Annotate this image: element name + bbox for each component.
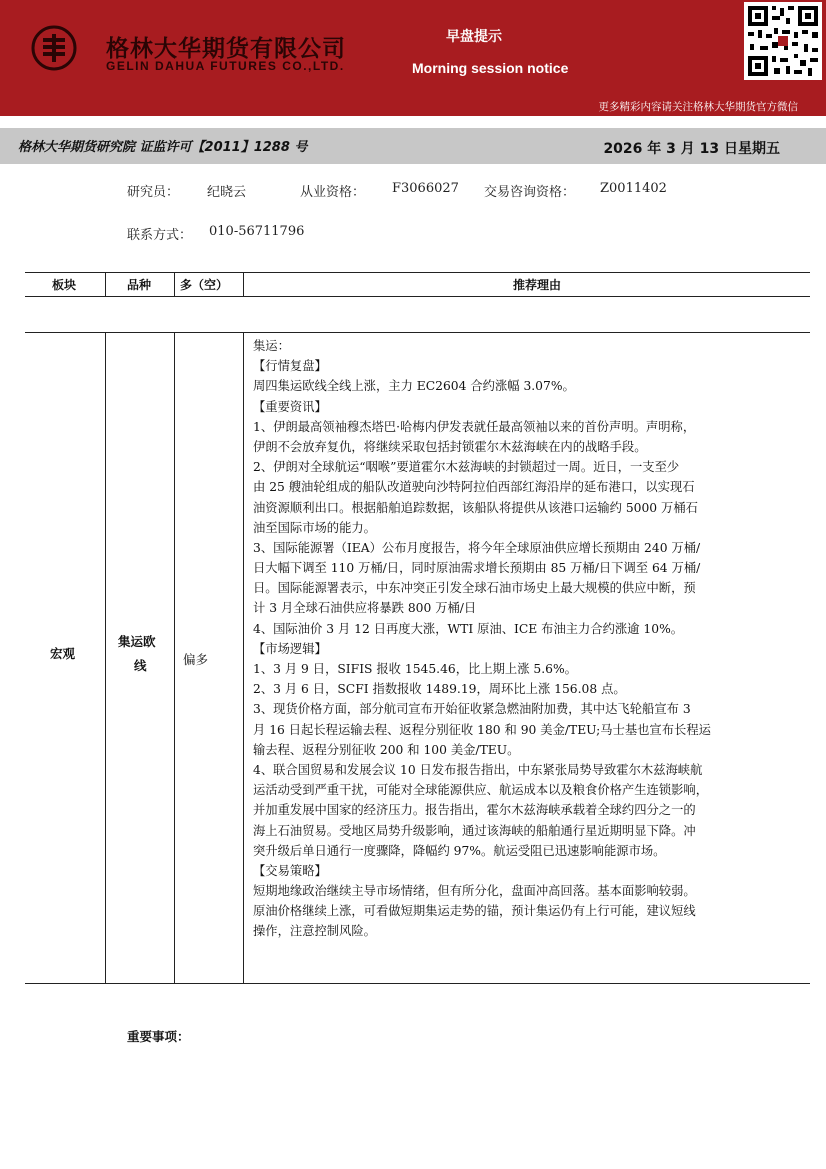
reason-line: 并加重发展中国家的经济压力。报告指出，霍尔木兹海峡承载着全球约四分之一的	[253, 803, 696, 818]
company-name-cn: 格林大华期货有限公司	[106, 36, 346, 62]
table-header-rule	[25, 296, 810, 297]
report-date: 2026 年 3 月 13 日星期五	[603, 141, 780, 157]
reason-line: 4、国际油价 3 月 12 日再度大涨，WTI 原油、ICE 布油主力合约涨逾 10%。	[253, 621, 684, 636]
row-sector: 宏观	[50, 646, 76, 661]
row-variety-line1: 集运欧	[118, 634, 156, 649]
reason-line: 【重要资讯】	[253, 399, 327, 414]
header-banner	[0, 0, 826, 116]
reason-line: 日。国际能源署表示，中东冲突正引发全球石油市场史上最大规模的供应中断，预	[253, 581, 696, 596]
reason-line: 计 3 月全球石油供应将暴跌 800 万桶/日	[253, 601, 477, 616]
body-divider-1	[105, 332, 106, 983]
reason-line: 【交易策略】	[253, 863, 327, 878]
researcher-name: 纪晓云	[207, 185, 247, 200]
important-notes-label: 重要事项：	[127, 1029, 190, 1044]
report-title-en: Morning session notice	[412, 60, 569, 76]
reason-line: 油资源顺利出口。根据船舶追踪数据，该船队将提供从该港口运输约 5000 万桶石	[253, 500, 698, 515]
reason-line: 集运：	[253, 339, 290, 353]
trade-consult-label: 交易咨询资格：	[484, 185, 576, 200]
reason-line: 月 16 日起长程运输去程、返程分别征收 180 和 90 美金/TEU;马士基也宣布长程运	[253, 722, 711, 737]
reason-line: 2、3 月 6 日，SCFI 指数报收 1489.19，周环比上涨 156.08 点。	[253, 682, 626, 697]
header-direction: 多（空）	[180, 278, 229, 292]
table-body-top-rule	[25, 332, 810, 333]
reason-line: 2、伊朗对全球航运“咽喉”要道霍尔木兹海峡的封锁超过一周。近日，一支至少	[253, 460, 680, 475]
reason-line: 【市场逻辑】	[253, 641, 327, 656]
reason-line: 日大幅下调至 110 万桶/日，同时原油需求增长预期由 85 万桶/日下调至 64 万桶/	[253, 561, 701, 576]
company-name-en: GELIN DAHUA FUTURES CO.,LTD.	[106, 59, 345, 73]
trade-consult-number: Z0011402	[600, 181, 667, 196]
contact-number: 010-56711796	[209, 224, 305, 239]
reason-line: 操作，注意控制风险。	[253, 924, 376, 939]
qualification-number: F3066027	[392, 181, 459, 196]
reason-line: 周四集运欧线全线上涨，主力 EC2604 合约涨幅 3.07%。	[253, 379, 575, 394]
row-direction: 偏多	[183, 652, 209, 667]
contact-label: 联系方式：	[127, 228, 193, 243]
table-bottom-rule	[25, 983, 810, 984]
header-divider-3	[243, 272, 244, 296]
header-reason: 推荐理由	[513, 278, 562, 292]
row-variety-line2: 线	[134, 658, 147, 673]
body-divider-2	[174, 332, 175, 983]
report-title-cn: 早盘提示	[446, 29, 502, 45]
reason-line: 原油价格继续上涨，可看做短期集运走势的锚，预计集运仍有上行可能，建议短线	[253, 904, 696, 919]
reason-line: 3、现货价格方面，部分航司宣布开始征收紧急燃油附加费，其中达飞轮船宣布 3	[253, 702, 691, 717]
reason-line: 伊朗不会放弃复仇，将继续采取包括封锁霍尔木兹海峡在内的战略手段。	[253, 439, 647, 454]
header-variety: 品种	[127, 278, 152, 292]
qr-code-icon[interactable]	[744, 2, 822, 80]
reason-line: 运活动受到严重干扰，可能对全球能源供应、航运成本以及粮食价格产生连锁影响，	[253, 783, 708, 798]
reason-line: 3、国际能源署（IEA）公布月度报告，将今年全球原油供应增长预期由 240 万桶/	[253, 540, 701, 555]
reason-line: 【行情复盘】	[253, 359, 327, 374]
header-divider-2	[174, 272, 175, 296]
reason-line: 由 25 艘油轮组成的船队改道驶向沙特阿拉伯西部红海沿岸的延布港口，以实现石	[253, 480, 695, 495]
reason-line: 1、伊朗最高领袖穆杰塔巴·哈梅内伊发表就任最高领袖以来的首份声明。声明称，	[253, 419, 696, 434]
qualification-label: 从业资格：	[300, 185, 366, 200]
company-logo-icon	[30, 24, 78, 72]
reason-line: 海上石油贸易。受地区局势升级影响，通过该海峡的船舶通行星近期明显下降。冲	[253, 823, 696, 838]
recommendation-reason	[253, 336, 808, 942]
reason-line: 油至国际市场的能力。	[253, 520, 376, 535]
researcher-label: 研究员：	[127, 185, 180, 200]
reason-line: 4、联合国贸易和发展会议 10 日发布报告指出，中东紧张局势导致霍尔木兹海峡航	[253, 762, 703, 777]
header-divider-1	[105, 272, 106, 296]
reason-line: 1、3 月 9 日，SIFIS 报收 1545.46，比上期上涨 5.6%。	[253, 662, 577, 676]
reason-line: 输去程、返程分别征收 200 和 100 美金/TEU。	[253, 742, 520, 757]
reason-line: 短期地缘政治继续主导市场情绪，但有所分化，盘面冲高回落。基本面影响较弱。	[253, 884, 696, 899]
reason-line: 突升级后单日通行一度骤降，降幅约 97%。航运受阻已迅速影响能源市场。	[253, 843, 666, 858]
header-sector: 板块	[52, 278, 77, 292]
body-divider-3	[243, 332, 244, 983]
follow-wechat-text: 更多精彩内容请关注格林大华期货官方微信	[598, 101, 798, 113]
institute-license: 格林大华期货研究院 证监许可【2011】1288 号	[18, 140, 308, 155]
table-top-rule	[25, 272, 810, 273]
